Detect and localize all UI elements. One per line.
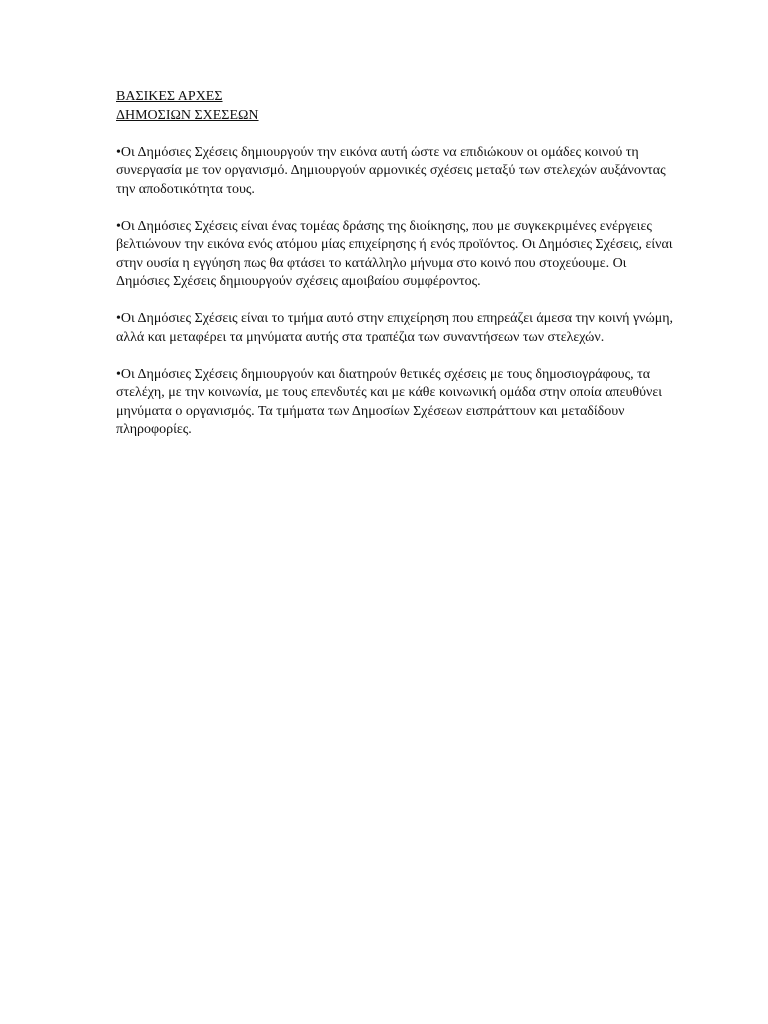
paragraph-3: •Οι Δημόσιες Σχέσεις είναι το τμήμα αυτό στην επιχείρηση που επηρεάζει άμεσα την κοινή γνώμη, αλλά και μεταφέρει τα μηνύματα αυτής στα τραπέζια των συναντήσεων των στελεχών. [116, 311, 674, 345]
paragraph-2: •Οι Δημόσιες Σχέσεις είναι ένας τομέας δράσης της διοίκησης, που με συγκεκριμένες ενέργειες βελτιώνουν την εικόνα ενός ατόμου μίας επιχείρησης ή ενός προϊόντος. Οι Δημόσιες Σχέσεις, είναι στην ουσία η εγγύηση πως θα φτάσει το κατάλληλο μήνυμα στο κοινό που στοχεύουμε. Οι Δημόσιες Σχέσεις δημιουργούν σχέσεις αμοιβαίου συμφέροντος. [116, 218, 673, 289]
document-body [116, 88, 676, 440]
paragraph-1: •Οι Δημόσιες Σχέσεις δημιουργούν την εικόνα αυτή ώστε να επιδιώκουν οι ομάδες κοινού τη συνεργασία με τον οργανισμό. Δημιουργούν αρμονικές σχέσεις μεταξύ των στελεχών αυξάνοντας την αποδοτικότητα τους. [116, 144, 666, 197]
title-line-1: ΒΑΣΙΚΕΣ ΑΡΧΕΣ [116, 89, 223, 104]
document-title [116, 88, 676, 125]
title-line-2: ΔΗΜΟΣΙΩΝ ΣΧΕΣΕΩΝ [116, 107, 259, 123]
paragraph-4: •Οι Δημόσιες Σχέσεις δημιουργούν και διατηρούν θετικές σχέσεις με τους δημοσιογράφους, τα στελέχη, με την κοινωνία, με τους επενδυτές και με κάθε κοινωνική ομάδα στην οποία απευθύνει μηνύματα ο οργανισμός. Τα τμήματα των Δημοσίων Σχέσεων εισπράττουν και μεταδίδουν πληροφορίες. [116, 366, 663, 437]
